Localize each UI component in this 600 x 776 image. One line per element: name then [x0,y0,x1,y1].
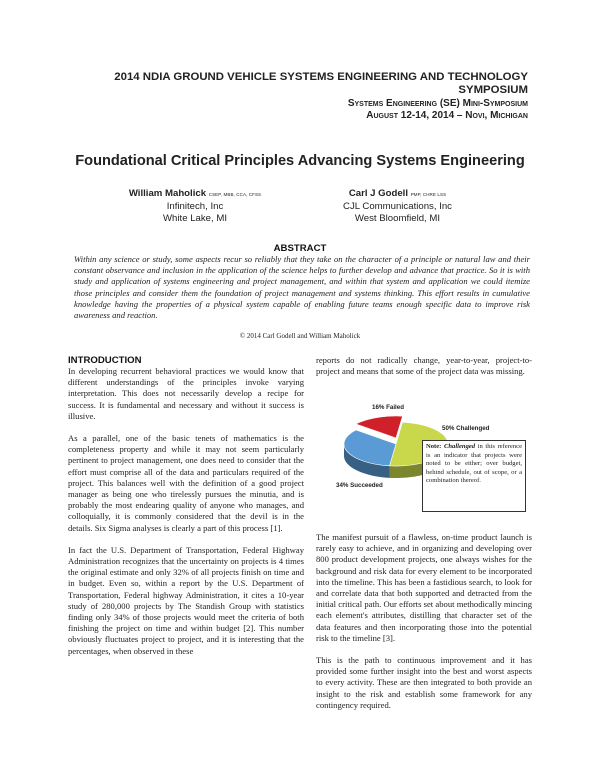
paper-title: Foundational Critical Principles Advancing Systems Engineering [75,153,525,169]
author-name: William Maholick [128,188,207,199]
pie-label-challenged: 50% Challenged [442,425,490,432]
pie-label-succeeded: 34% Succeeded [336,482,383,489]
author-block-1 [110,188,280,225]
copyright: © 2014 Carl Godell and William Maholick [239,332,361,340]
paragraph: This is the path to continuous improvement and it has provided some further insight into the best and worst aspects to every activity. These are then integrated to both provide an insight to the risk and establish some framework for any contingency required. [316,655,532,710]
pie-label-failed: 16% Failed [372,404,404,411]
header-line-2: SYMPOSIUM [458,84,528,96]
abstract-heading: ABSTRACT [273,243,327,254]
author-location: West Bloomfield, MI [354,213,441,224]
left-column [68,366,304,668]
header-line-4: August 12-14, 2014 – Novi, Michigan [366,110,528,121]
symposium-header [68,71,528,97]
note-prefix: Note: [426,443,442,450]
author-location: White Lake, MI [163,213,227,224]
chart-note-box [422,440,526,512]
introduction-heading: INTRODUCTION [68,355,142,366]
paragraph: In developing recurrent behavioral practices we would know that different understandings of the principles invoke varying interpretation. This does not necessarily develop a recipe for success. It is fundamental and necessary and without it success is illusive. [68,366,304,421]
header-line-1: 2014 NDIA GROUND VEHICLE SYSTEMS ENGINEERING AND TECHNOLOGY [114,71,528,83]
author-credentials: CSEP, MBB, CCA, CFSS [208,192,262,197]
author-credentials: PMP, CHRE LSS [410,192,447,197]
paragraph: As a parallel, one of the basic tenets of mathematics is the completeness property and while it may not seem particularly pertinent to project management, one does need to consider that the effort must comprise all of the data and particulars required of the project. This balances well with the definition of a good project manager as being one who tirelessly pursues the minutia, and is probably the most endearing quality of anyone who manages, and colloquially, it is commonly considered that the devil is in the details. Six Sigma analyses is clearly a part of this process [1]. [68,433,304,533]
paragraph: reports do not radically change, year-to-year, project-to-project and means that some of the project data was missing. [316,355,532,377]
author-name: Carl J Godell [348,188,409,199]
author-block-2 [305,188,490,225]
header-line-3: Systems Engineering (SE) Mini-Symposium [347,98,528,109]
paragraph: The manifest pursuit of a flawless, on-time product launch is rarely easy to achieve, and in organizing and developing over 800 product development projects, one always wishes for the background and risk data for every element to be incorporated into the timeline. This has been a fastidious search, to look for and correlate data that both supported and detracted from the initial critical path. Our efforts set about methodically mincing each element's attributes, distilling that character set of the data features and then incorporating those into the potential risk to the timeline [3]. [316,532,532,643]
author-org: Infinitech, Inc [166,201,224,212]
paragraph: In fact the U.S. Department of Transportation, Federal Highway Administration recognizes that the uncertainty on projects is 4 times the original estimate and only 32% of all projects finish on time and in budget. Even so, within a report by the U.S. Department of Transportation, Federal highway Administration, it cites a 10-year study of 280,000 projects by The Standish Group with statistics finding only 34% of those projects would meet the criteria of both finishing the project on time and within budget [2]. This number obviously fluctuates project to project, and it is interesting that the percentages, when observed in these [68,544,304,656]
mini-symposium-header [68,98,528,122]
right-column-body [316,532,532,722]
author-org: CJL Communications, Inc [343,201,452,212]
note-text: in this reference is an indicator that projects were noted to be either; over budget, behind schedule, out of scope, or a combination thereof. [426,443,522,485]
abstract-text: Within any science or study, some aspects recur so reliably that they take on the character of a principle or natural law and their constant observance and inclusion in the application of the science helps to further develop and advance that practice. So it is with study and application of systems engineering and project management, and within that system and application we could itemize those principles and consider them the foundation of project management and systems thinking. This effort results in cumulative knowledge having the properties of a physical system capable of enabling future teams enough specific data to improve risk awareness and reaction. [74,254,530,321]
note-emphasis: Challenged [443,443,476,450]
right-column-top [316,355,532,388]
